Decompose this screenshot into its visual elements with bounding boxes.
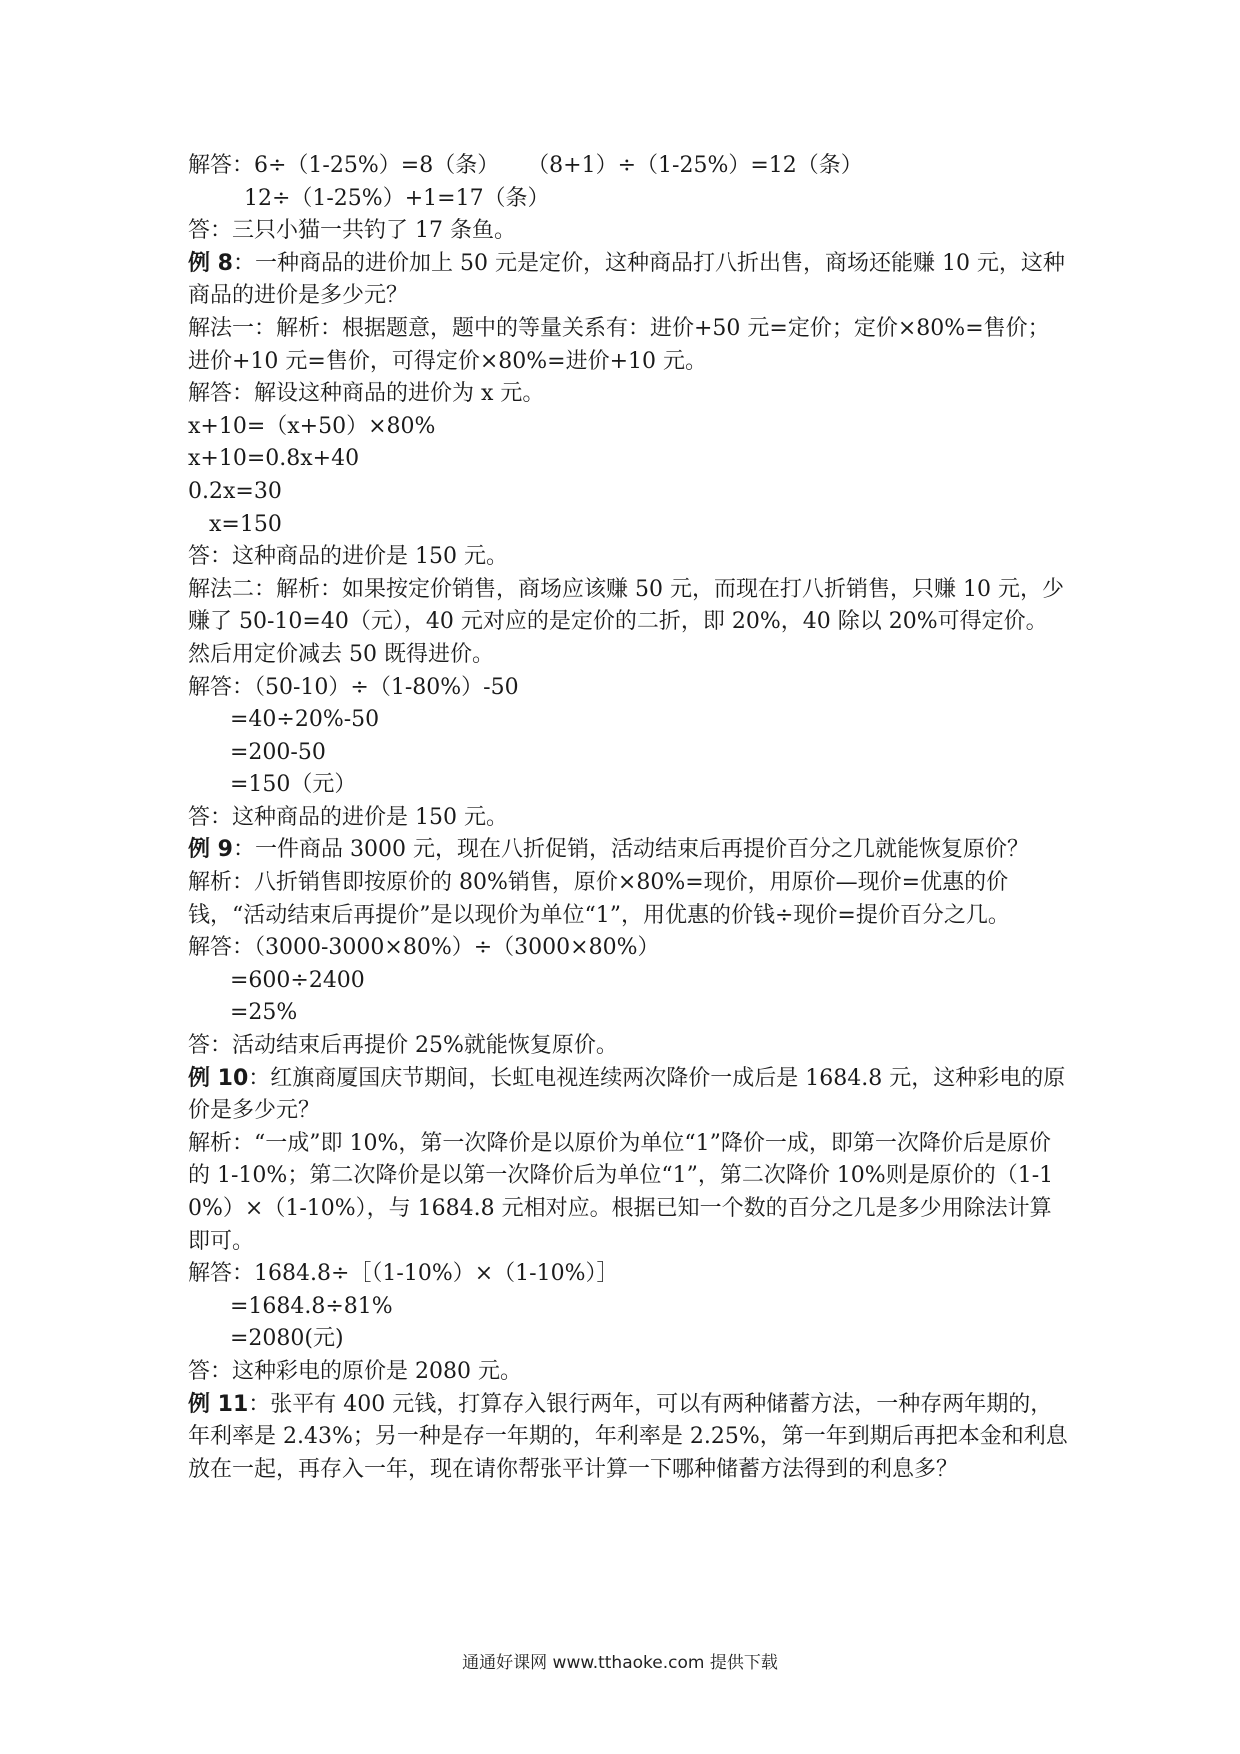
line-text: 解析：“一成”即 10%，第一次降价是以原价为单位“1”降价一成，即第一次降价后是原价的 1-10%；第二次降价是以第一次降价后为单位“1”，第二次降价 10%则是原价的（1-10%）×（1-10%），与 1684.8 元相对应。根据已知一个数的百分之几是多少用除法计算即可。 [188,1130,1054,1254]
line-text: 解答：解设这种商品的进价为 x 元。 [188,381,545,407]
line-text: =1684.8÷81% [188,1293,393,1319]
line-text: =200-50 [188,739,326,765]
document-body [188,150,1068,1486]
text-line [188,183,1068,216]
line-text: =2080(元) [188,1326,344,1352]
line-text: 答：这种彩电的原价是 2080 元。 [188,1358,522,1384]
line-text: 解答：（50-10）÷（1-80%）-50 [188,674,519,700]
text-line [188,1291,1068,1324]
text-line [188,215,1068,248]
text-line [188,672,1068,705]
line-text: =600÷2400 [188,967,365,993]
text-line [188,737,1068,770]
text-line [188,1323,1068,1356]
text-line [188,1258,1068,1291]
line-text: =150（元） [188,772,357,798]
example-heading [188,1063,1068,1128]
text-line [188,150,1068,183]
line-text: ：张平有 400 元钱，打算存入银行两年，可以有两种储蓄方法，一种存两年期的，年利率是 2.43%；另一种是存一年期的，年利率是 2.25%，第一年到期后再把本金和利息放在一起，再存入一年，现在请你帮张平计算一下哪种储蓄方法得到的利息多？ [188,1391,1068,1482]
line-text: ：一件商品 3000 元，现在八折促销，活动结束后再提价百分之几就能恢复原价？ [232,837,1029,863]
line-text: 答：这种商品的进价是 150 元。 [188,804,508,830]
text-paragraph [188,313,1068,378]
line-text: 解答：1684.8÷［（1-10%）×（1-10%）］ [188,1261,619,1287]
example-heading [188,1389,1068,1487]
text-line [188,541,1068,574]
text-line [188,1356,1068,1389]
text-line [188,997,1068,1030]
text-paragraph [188,867,1068,932]
line-text: 解答：（3000-3000×80%）÷（3000×80%） [188,935,660,961]
line-text: 解法二：解析：如果按定价销售，商场应该赚 50 元，而现在打八折销售，只赚 10 元，少赚了 50-10=40（元），40 元对应的是定价的二折，即 20%，40 除以 20%可得定价。然后用定价减去 50 既得进价。 [188,576,1064,667]
line-text: =40÷20%-50 [188,707,380,733]
line-text: 答：活动结束后再提价 25%就能恢复原价。 [188,1033,618,1059]
line-text: ：一种商品的进价加上 50 元是定价，这种商品打八折出售，商场还能赚 10 元，这种商品的进价是多少元？ [188,250,1065,309]
line-text: x+10=0.8x+40 [188,446,360,472]
line-text: ：红旗商厦国庆节期间，长虹电视连续两次降价一成后是 1684.8 元，这种彩电的原价是多少元？ [188,1065,1066,1124]
example-heading [188,248,1068,313]
text-line [188,704,1068,737]
text-paragraph [188,574,1068,672]
line-text: 答：这种商品的进价是 150 元。 [188,544,508,570]
line-text: =25% [188,1000,298,1026]
text-line [188,509,1068,542]
example-label: 例 9 [188,837,233,863]
text-line [188,965,1068,998]
example-label: 例 8 [188,250,233,276]
text-paragraph [188,1128,1068,1258]
example-label: 例 11 [188,1391,249,1417]
line-text: x=150 [188,511,282,537]
line-text: 答：三只小猫一共钓了 17 条鱼。 [188,218,516,244]
text-line [188,769,1068,802]
line-text: 解法一：解析：根据题意，题中的等量关系有：进价+50 元=定价；定价×80%=售价；进价+10 元=售价，可得定价×80%=进价+10 元。 [188,315,1050,374]
page-footer: 通通好课网 www.tthaoke.com 提供下载 [462,1653,778,1673]
line-text: 解析：八折销售即按原价的 80%销售，原价×80%=现价，用原价—现价=优惠的价钱，“活动结束后再提价”是以现价为单位“1”，用优惠的价钱÷现价=提价百分之几。 [188,870,1010,928]
line-text: 0.2x=30 [188,478,282,504]
text-line [188,1030,1068,1063]
text-line [188,443,1068,476]
line-text: x+10=（x+50）×80% [188,413,436,439]
text-line [188,932,1068,965]
text-line [188,411,1068,444]
line-text: 解答：6÷（1-25%）=8（条） （8+1）÷（1-25%）=12（条） [188,153,863,178]
text-line [188,476,1068,509]
text-line [188,802,1068,835]
example-heading [188,834,1068,867]
example-label: 例 10 [188,1065,249,1091]
text-line [188,378,1068,411]
line-text: 12÷（1-25%）+1=17（条） [188,185,550,211]
